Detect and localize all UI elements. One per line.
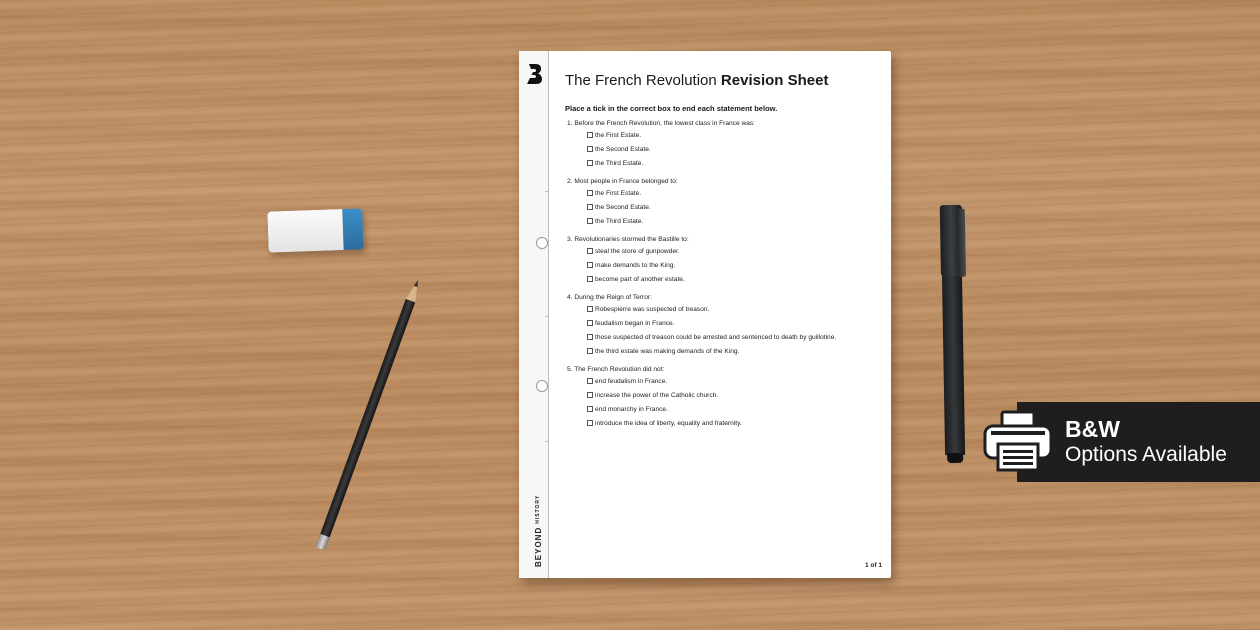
answer-option — [567, 302, 885, 316]
spine-tick — [545, 316, 549, 317]
answer-option-label: become part of another estate. — [595, 275, 685, 283]
title-regular: The French Revolution — [565, 72, 717, 89]
question-list — [567, 119, 885, 437]
punch-hole — [536, 380, 548, 392]
answer-option — [567, 214, 885, 228]
brand-sub: HISTORY — [535, 494, 541, 524]
pen-clip — [958, 209, 966, 277]
badge-line1: B&W — [1065, 416, 1120, 442]
answer-option-label: the Third Estate. — [595, 217, 644, 225]
answer-option — [567, 388, 885, 402]
question-item — [567, 365, 885, 430]
answer-option — [567, 258, 885, 272]
answer-option-label: increase the power of the Catholic church. — [595, 391, 719, 399]
beyond-logo-icon — [526, 63, 543, 85]
spine-tick — [545, 441, 549, 442]
answer-option — [567, 128, 885, 142]
checkbox-icon — [587, 378, 593, 384]
checkbox-icon — [587, 132, 593, 138]
brand-main: BEYOND — [534, 526, 543, 567]
checkbox-icon — [587, 204, 593, 210]
pen-barrel — [942, 275, 965, 455]
checkbox-icon — [587, 348, 593, 354]
checkbox-icon — [587, 306, 593, 312]
answer-option-label: Robespierre was suspected of treason. — [595, 305, 710, 313]
instructions: Place a tick in the correct box to end each statement below. — [565, 104, 778, 113]
answer-option-label: the third estate was making demands of the King. — [595, 347, 740, 355]
badge-line2: Options Available — [1065, 443, 1227, 466]
answer-option — [567, 156, 885, 170]
answer-option-label: feudalism began in France. — [595, 319, 675, 327]
question-text: 1. Before the French Revolution, the lowest class in France was: — [567, 120, 756, 127]
answer-option-label: the First Estate. — [595, 131, 642, 139]
answer-option — [567, 186, 885, 200]
answer-option-label: the First Estate. — [595, 189, 642, 197]
answer-option-label: the Second Estate. — [595, 203, 651, 211]
answer-option-label: introduce the idea of liberty, equality and fraternity. — [595, 419, 742, 427]
answer-option-label: make demands to the King. — [595, 261, 676, 269]
checkbox-icon — [587, 190, 593, 196]
question-text: 4. During the Reign of Terror: — [567, 294, 652, 301]
answer-option — [567, 330, 885, 344]
worksheet-title — [565, 72, 828, 89]
question-item — [567, 235, 885, 286]
spine-tick — [545, 191, 549, 192]
worksheet — [519, 51, 891, 578]
answer-option-label: end monarchy in France. — [595, 405, 668, 413]
question-item — [567, 293, 885, 358]
pen — [940, 205, 966, 463]
checkbox-icon — [587, 392, 593, 398]
question-text: 3. Revolutionaries stormed the Bastille to: — [567, 236, 689, 243]
answer-option-label: steal the store of gunpowder. — [595, 247, 680, 255]
checkbox-icon — [587, 160, 593, 166]
answer-option — [567, 402, 885, 416]
answer-option-label: the Second Estate. — [595, 145, 651, 153]
checkbox-icon — [587, 406, 593, 412]
answer-option — [567, 244, 885, 258]
answer-option — [567, 200, 885, 214]
checkbox-icon — [587, 262, 593, 268]
question-text: 2. Most people in France belonged to: — [567, 178, 678, 185]
answer-option — [567, 272, 885, 286]
question-item — [567, 177, 885, 228]
checkbox-icon — [587, 334, 593, 340]
eraser — [267, 208, 363, 252]
title-bold: Revision Sheet — [720, 72, 829, 89]
answer-option — [567, 316, 885, 330]
answer-option — [567, 142, 885, 156]
question-text: 5. The French Revolution did not: — [567, 366, 665, 373]
eraser-white-part — [267, 209, 343, 253]
brand-vertical — [534, 495, 543, 567]
answer-option — [567, 344, 885, 358]
answer-option — [567, 416, 885, 430]
eraser-blue-sleeve — [342, 208, 363, 250]
question-item — [567, 119, 885, 170]
punch-hole — [536, 237, 548, 249]
checkbox-icon — [587, 420, 593, 426]
checkbox-icon — [587, 218, 593, 224]
checkbox-icon — [587, 320, 593, 326]
badge-text — [1065, 416, 1227, 467]
checkbox-icon — [587, 146, 593, 152]
checkbox-icon — [587, 248, 593, 254]
printer-icon — [982, 410, 1054, 472]
page-number: 1 of 1 — [865, 562, 882, 569]
worksheet-spine — [519, 51, 549, 578]
answer-option — [567, 374, 885, 388]
checkbox-icon — [587, 276, 593, 282]
pencil — [314, 278, 423, 554]
pencil-ferrule — [315, 534, 329, 551]
answer-option-label: end feudalism in France. — [595, 377, 668, 385]
answer-option-label: those suspected of treason could be arrested and sentenced to death by guillotine. — [595, 333, 837, 341]
pencil-body — [319, 299, 416, 542]
pen-end — [947, 453, 963, 463]
answer-option-label: the Third Estate. — [595, 159, 644, 167]
